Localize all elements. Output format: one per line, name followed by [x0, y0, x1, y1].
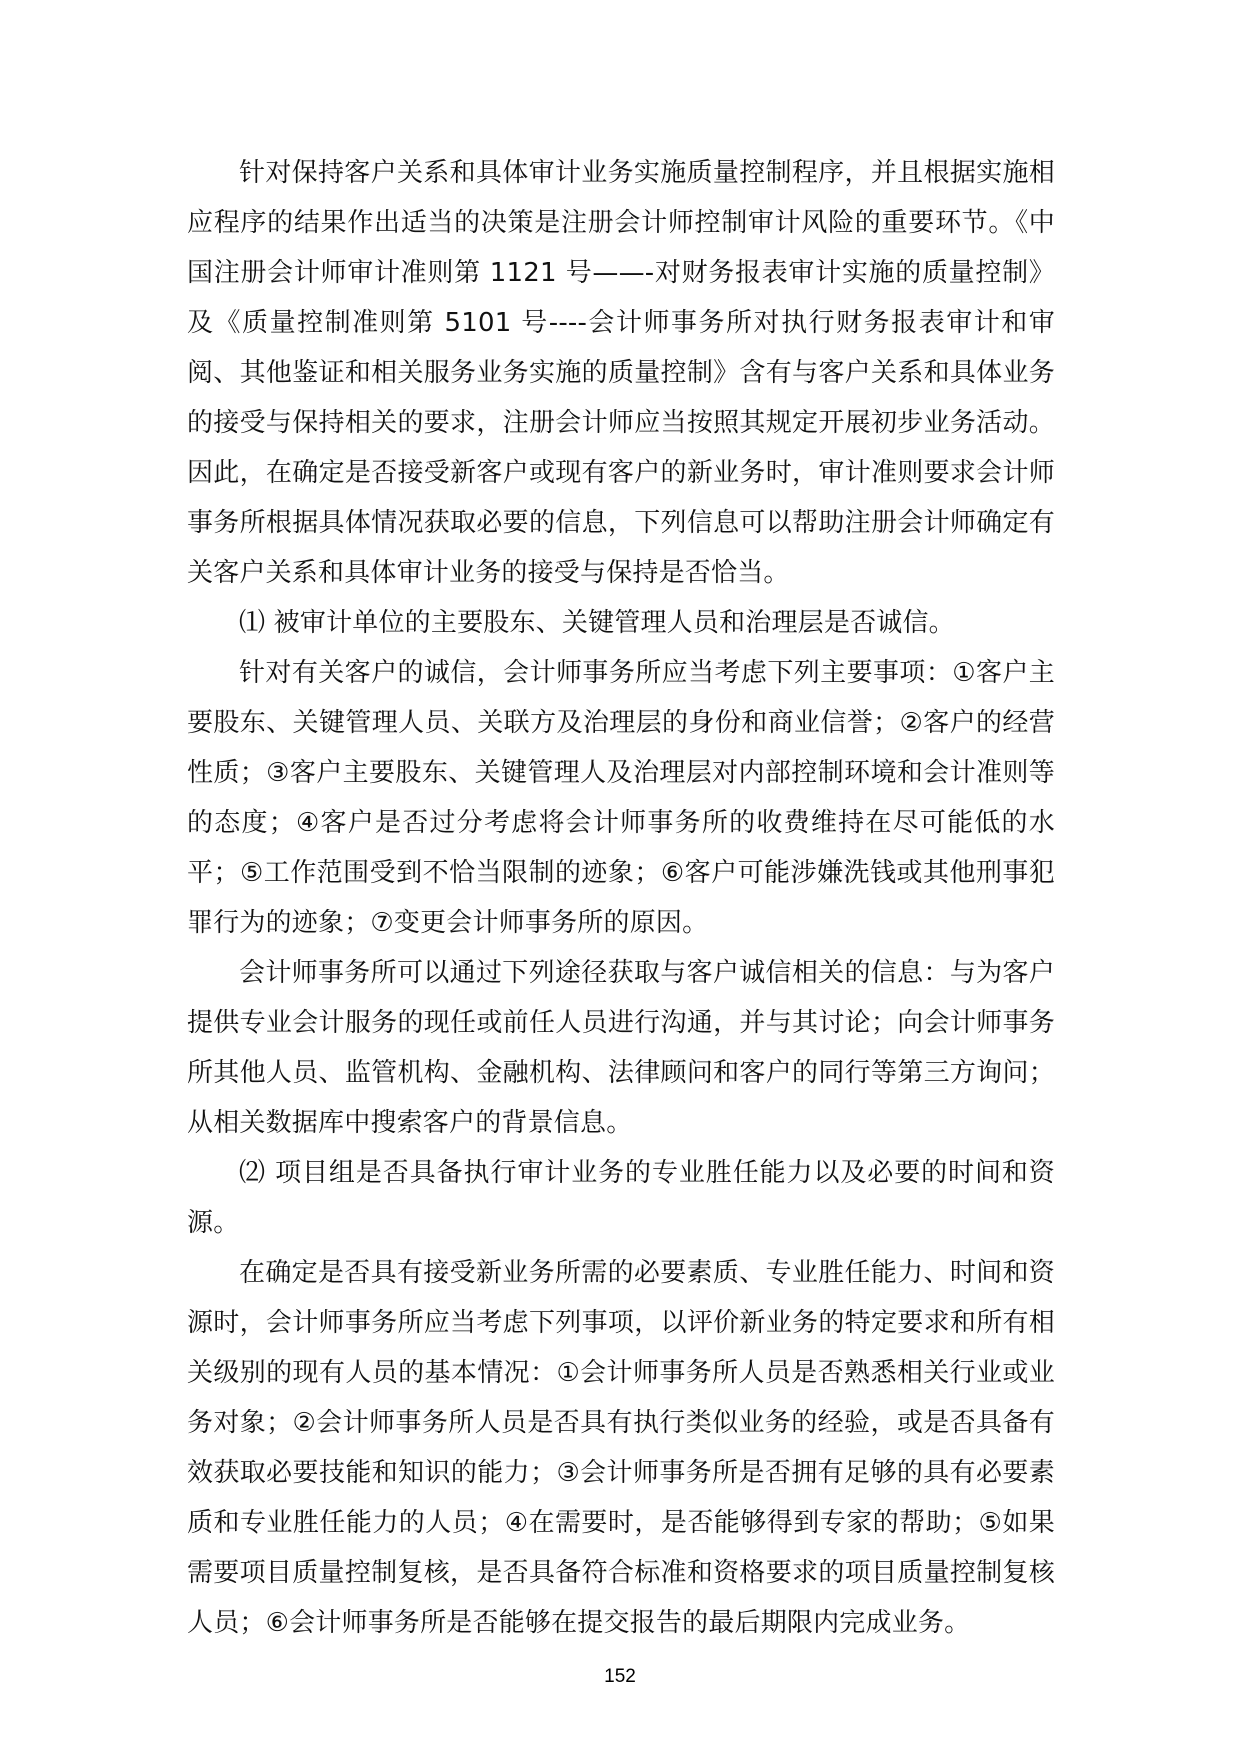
page-number: 152	[604, 1666, 636, 1687]
paragraph-integrity-sources: 会计师事务所可以通过下列途径获取与客户诚信相关的信息：与为客户提供专业会计服务的现任或前任人员进行沟通，并与其讨论；向会计师事务所其他人员、监管机构、金融机构、法律顾问和客户的同行等第三方询问；从相关数据库中搜索客户的背景信息。	[187, 958, 1055, 1138]
body-text	[187, 148, 1055, 1648]
paragraph-intro: 针对保持客户关系和具体审计业务实施质量控制程序，并且根据实施相应程序的结果作出适当的决策是注册会计师控制审计风险的重要环节。《中国注册会计师审计准则第 1121 号——-对财务报表审计实施的质量控制》及《质量控制准则第 5101 号----会计师事务所对执行财务报表审计和审阅、其他鉴证和相关服务业务实施的质量控制》含有与客户关系和具体业务的接受与保持相关的要求，注册会计师应当按照其规定开展初步业务活动。因此，在确定是否接受新客户或现有客户的新业务时，审计准则要求会计师事务所根据具体情况获取必要的信息，下列信息可以帮助注册会计师确定有关客户关系和具体审计业务的接受与保持是否恰当。	[187, 158, 1055, 588]
paragraph-competence-matters: 在确定是否具有接受新业务所需的必要素质、专业胜任能力、时间和资源时，会计师事务所应当考虑下列事项，以评价新业务的特定要求和所有相关级别的现有人员的基本情况：①会计师事务所人员是否熟悉相关行业或业务对象；②会计师事务所人员是否具有执行类似业务的经验，或是否具备有效获取必要技能和知识的能力；③会计师事务所是否拥有足够的具有必要素质和专业胜任能力的人员；④在需要时，是否能够得到专家的帮助；⑤如果需要项目质量控制复核，是否具备符合标准和资格要求的项目质量控制复核人员；⑥会计师事务所是否能够在提交报告的最后期限内完成业务。	[187, 1258, 1055, 1638]
paragraph-integrity-matters: 针对有关客户的诚信，会计师事务所应当考虑下列主要事项：①客户主要股东、关键管理人员、关联方及治理层的身份和商业信誉；②客户的经营性质；③客户主要股东、关键管理人及治理层对内部控制环境和会计准则等的态度；④客户是否过分考虑将会计师事务所的收费维持在尽可能低的水平；⑤工作范围受到不恰当限制的迹象；⑥客户可能涉嫌洗钱或其他刑事犯罪行为的迹象；⑦变更会计师事务所的原因。	[187, 658, 1055, 938]
paragraph-item-2-heading: ⑵ 项目组是否具备执行审计业务的专业胜任能力以及必要的时间和资源。	[187, 1158, 1055, 1238]
paragraph-item-1-heading: ⑴ 被审计单位的主要股东、关键管理人员和治理层是否诚信。	[239, 608, 955, 638]
